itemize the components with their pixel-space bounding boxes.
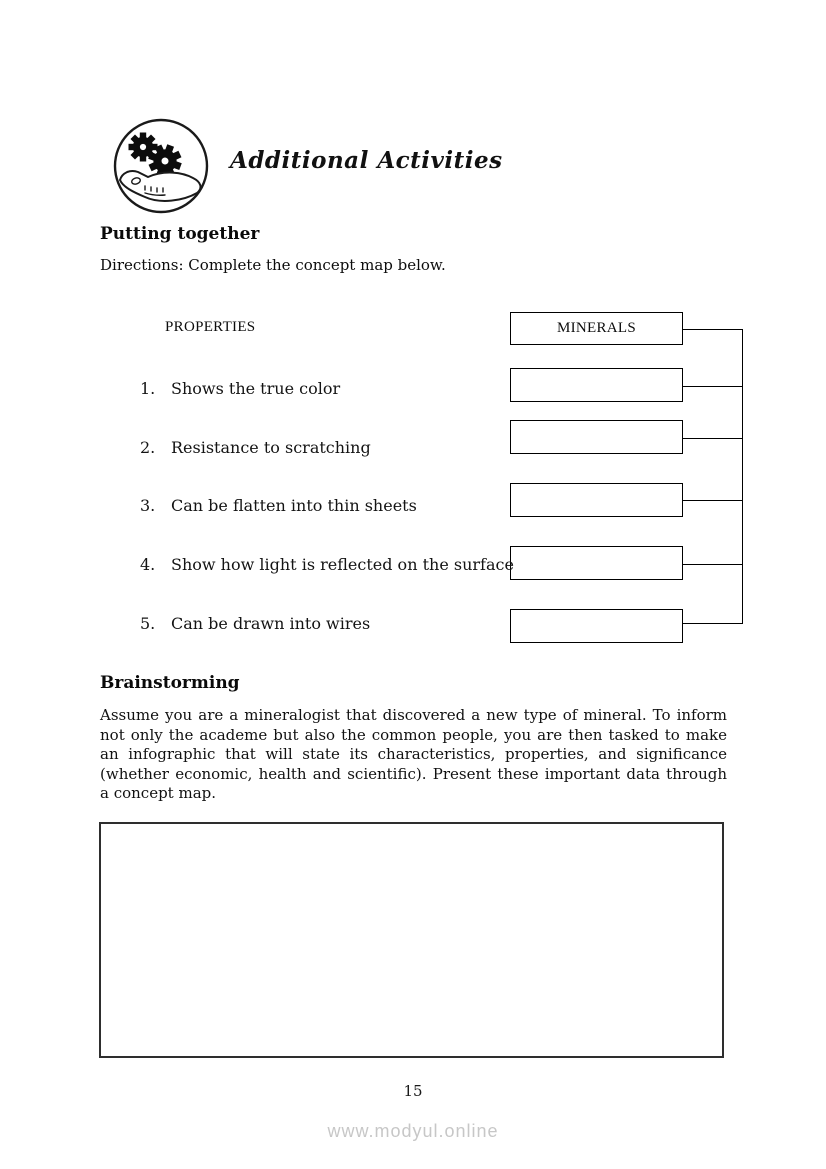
concept-map-properties-label: PROPERTIES [165,319,256,335]
concept-map-answer-box-4 [510,546,683,580]
item-text: Resistance to scratching [171,438,371,457]
directions-text: Directions: Complete the concept map below. [100,256,446,274]
connector-line [683,386,743,387]
concept-map-root-box-minerals [510,312,683,345]
connector-spine-line [742,329,743,624]
concept-map-answer-box-1 [510,368,683,402]
concept-map-answer-box-2 [510,420,683,454]
item-number: 1. [140,379,156,398]
item-text: Can be drawn into wires [171,614,371,633]
connector-line [683,438,743,439]
connector-line [683,564,743,565]
watermark-text: www.modyul.online [327,1121,499,1141]
connector-line [683,500,743,501]
item-text: Show how light is reflected on the surface [171,555,514,574]
property-list-item [140,614,525,633]
item-text: Shows the true color [171,379,341,398]
item-number: 3. [140,496,156,515]
property-list-item [140,555,525,574]
property-list-item [140,496,525,515]
connector-line [683,329,743,330]
section-heading-brainstorming: Brainstorming [100,673,240,693]
page-number: 15 [403,1082,423,1100]
item-number: 5. [140,614,156,633]
item-number: 4. [140,555,156,574]
item-text: Can be flatten into thin sheets [171,496,417,515]
concept-map-drawing-box [99,822,724,1058]
property-list-item [140,379,525,398]
property-list-item [140,438,525,457]
item-number: 2. [140,438,156,457]
hand-holding-gears-icon [112,117,210,215]
connector-line [683,623,743,624]
section-heading-putting-together: Putting together [100,224,260,244]
minerals-label: MINERALS [556,320,637,336]
brainstorming-paragraph: Assume you are a mineralogist that discovered a new type of mineral. To inform not only the academe but also the common people, you are then tasked to make an infographic that will state its characteristics, properties, and significance (whether economic, health and scientific). Present these important data through a concept map. [100,706,727,802]
concept-map-answer-box-5 [510,609,683,643]
page-title: Additional Activities [230,147,503,174]
concept-map-answer-box-3 [510,483,683,517]
